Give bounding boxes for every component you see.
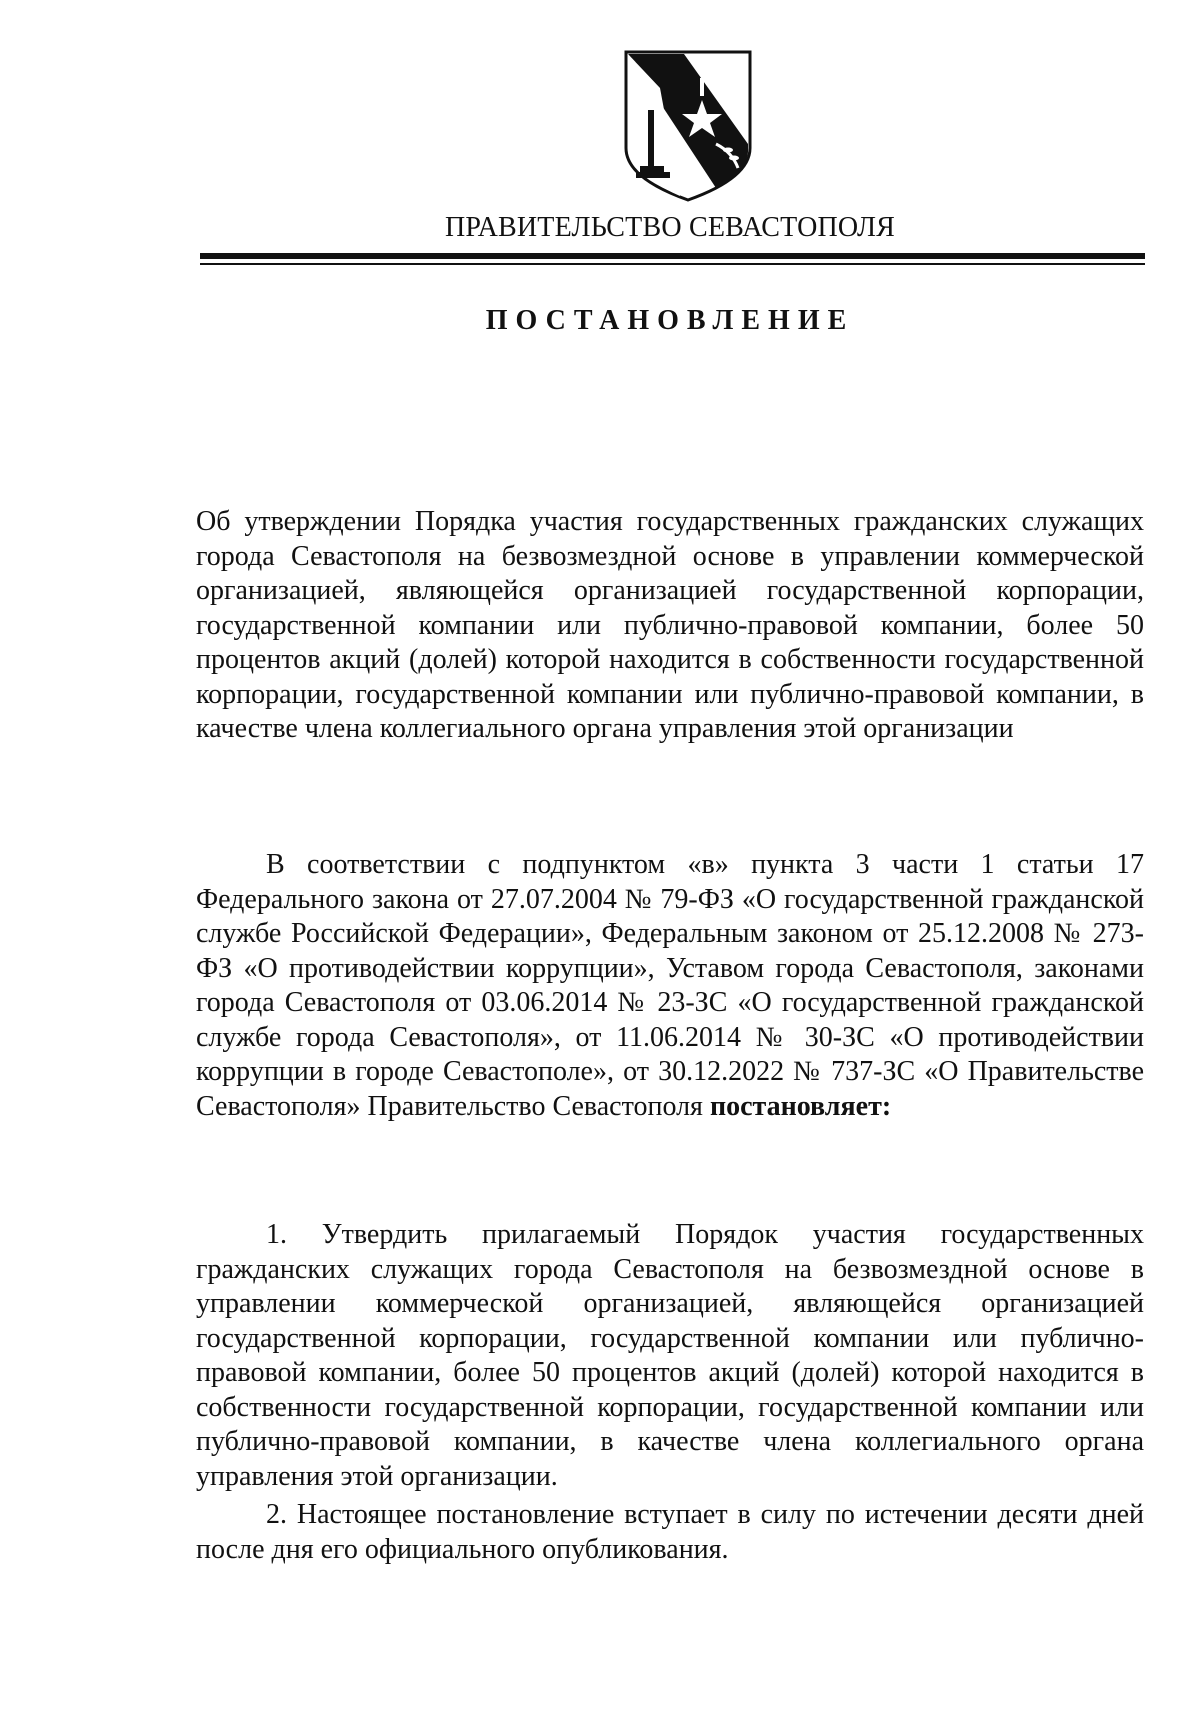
organization-name: ПРАВИТЕЛЬСТВО СЕВАСТОПОЛЯ [444, 212, 896, 243]
header-divider-thin [200, 263, 1145, 265]
document-type: ПОСТАНОВЛЕНИЕ [485, 305, 855, 336]
preamble-verb: постановляет: [709, 1090, 892, 1122]
resolution-items [196, 1218, 1144, 1571]
resolution-item: 2. Настоящее постановление вступает в силу по истечении десяти дней после дня его официального опубликования. [196, 1499, 1144, 1565]
document-title: Об утверждении Порядка участия государственных гражданских служащих города Севастополя на безвозмездной основе в управлении коммерческой организацией, являющейся организацией государственной корпорации, государственной компании или публично-правовой компании, более 50 процентов акций (долей) которой находится в собственности государственной корпорации, государственной компании или публично-правовой компании, в качестве члена коллегиального органа управления этой организации [196, 506, 1144, 744]
preamble [196, 848, 1144, 1124]
preamble-text: В соответствии с подпунктом «в» пункта 3 части 1 статьи 17 Федерального закона от 27.07.2004 № 79-ФЗ «О государственной гражданской службе Российской Федерации», Федеральным законом от 25.12.2008 № 273-ФЗ «О противодействии коррупции», Уставом города Севастополя, законами города Севастополя от 03.06.2014 № 23-ЗС «О государственной гражданской службе города Севастополя», от 11.06.2014 № 30-ЗС «О противодействии коррупции в городе Севастополе», от 30.12.2022 № 737-ЗС «О Правительстве Севастополя» Правительство Севастополя [196, 849, 1144, 1122]
header-divider-thick [200, 253, 1145, 259]
coat-of-arms-icon [620, 48, 756, 204]
resolution-item: 1. Утвердить прилагаемый Порядок участия государственных гражданских служащих города Севастополя на безвозмездной основе в управлении коммерческой организацией, являющейся организацией государственной корпорации, государственной компании или публично-правовой компании, более 50 процентов акций (долей) которой находится в собственности государственной корпорации, государственной компании или публично-правовой компании, в качестве члена коллегиального органа управления этой организации. [196, 1219, 1144, 1492]
preamble-paragraph [196, 848, 1144, 1124]
